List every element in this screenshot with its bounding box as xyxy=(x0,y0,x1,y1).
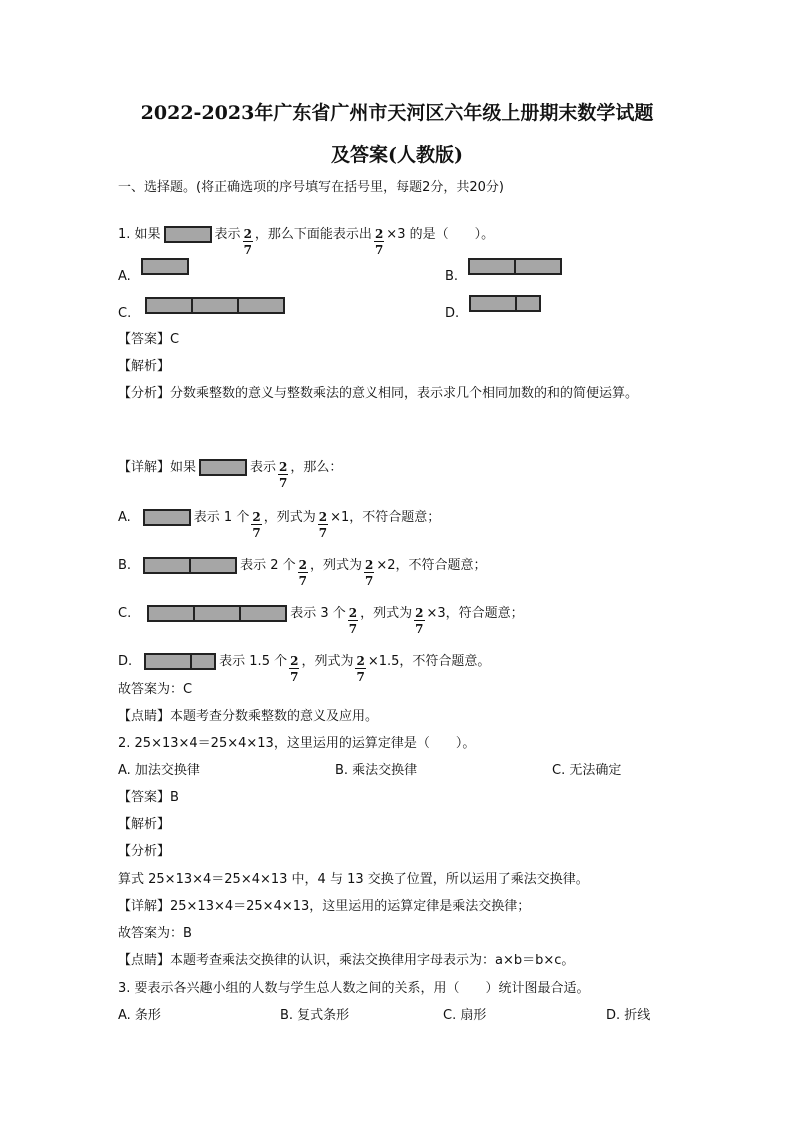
bar-figure-a xyxy=(143,509,191,526)
title-line-2: 及答案(人教版) xyxy=(331,144,463,166)
q2-analysis-head: 【解析】 xyxy=(118,817,171,832)
bar-figure-d xyxy=(469,295,541,312)
q1-detail-intro: 【详解】如果 表示 $\frac{2}{7}$ ，那么： xyxy=(118,460,343,490)
q2-conclusion: 故答案为：B xyxy=(118,926,192,941)
q1-detail-c: C. 表示 3 个 $\frac{2}{7}$ ，列式为 $\frac{2}{7}$ ×3，符合题意； xyxy=(118,606,524,636)
q2-detail: 【详解】25×13×4＝25×4×13，这里运用的运算定律是乘法交换律； xyxy=(118,899,531,914)
q3-option-c: C. 扇形 xyxy=(443,1008,487,1023)
q1-option-b: B. xyxy=(445,268,565,286)
q1-answer: 【答案】C xyxy=(118,332,180,347)
q1-detail-d: D. 表示 1.5 个 $\frac{2}{7}$ ，列式为 $\frac{2}{7}$ ×1.5，不符合题意。 xyxy=(118,654,491,684)
fraction: $\frac{2}{7}$ xyxy=(243,227,252,257)
q2-analysis: 算式 25×13×4＝25×4×13 中，4 与 13 交换了位置，所以运用了乘法交换律。 xyxy=(118,872,589,887)
q1-suffix: ×3 的是（ ）。 xyxy=(386,227,495,242)
fraction: $\frac{2}{7}$ xyxy=(356,654,365,684)
fraction: $\frac{2}{7}$ xyxy=(252,510,261,540)
fraction: $\frac{2}{7}$ xyxy=(348,606,358,636)
q3-option-a: A. 条形 xyxy=(118,1008,161,1023)
q2-answer: 【答案】B xyxy=(118,790,179,805)
q2-option-c: C. 无法确定 xyxy=(552,763,622,778)
q1-option-c: C. xyxy=(118,305,288,323)
bar-figure-d xyxy=(144,653,216,670)
q3-option-b: B. 复式条形 xyxy=(280,1008,350,1023)
q2-option-a: A. 加法交换律 xyxy=(118,763,200,778)
section-heading: 一、选择题。(将正确选项的序号填写在括号里，每题2分，共20分) xyxy=(118,180,504,195)
q1-option-d: D. xyxy=(445,305,544,323)
q1-mid2: ，那么下面能表示出 xyxy=(254,227,372,242)
q1-analysis: 【分析】分数乘整数的意义与整数乘法的意义相同，表示求几个相同加数的和的简便运算。 xyxy=(118,386,639,401)
q3-question: 3. 要表示各兴趣小组的人数与学生总人数之间的关系，用（ ）统计图最合适。 xyxy=(118,981,590,996)
q2-option-b: B. 乘法交换律 xyxy=(335,763,418,778)
bar-figure-c xyxy=(145,297,285,314)
fraction: $\frac{2}{7}$ xyxy=(318,510,328,540)
q1-detail-b: B. 表示 2 个 $\frac{2}{7}$ ，列式为 $\frac{2}{7}$ ×2，不符合题意； xyxy=(118,558,487,588)
q1-prefix: 1. 如果 xyxy=(118,227,161,242)
q1-detail-a: A. 表示 1 个 $\frac{2}{7}$ ，列式为 $\frac{2}{7}$ ×1，不符合题意； xyxy=(118,510,441,540)
title-line-1: 2022-2023年广东省广州市天河区六年级上册期末数学试题 xyxy=(140,102,654,124)
fraction: $\frac{2}{7}$ xyxy=(290,654,299,684)
fraction: $\frac{2}{7}$ xyxy=(279,460,288,490)
fraction: $\frac{2}{7}$ xyxy=(298,558,307,588)
fraction: $\frac{2}{7}$ xyxy=(374,227,384,257)
q2-comment: 【点睛】本题考查乘法交换律的认识，乘法交换律用字母表示为：a×b＝b×c。 xyxy=(118,953,575,968)
q1-option-a: A. xyxy=(118,268,192,286)
fraction: $\frac{2}{7}$ xyxy=(415,606,424,636)
bar-figure-b xyxy=(468,258,562,275)
bar-figure-a xyxy=(141,258,189,275)
q1-conclusion: 故答案为：C xyxy=(118,682,193,697)
q3-option-d: D. 折线 xyxy=(606,1008,651,1023)
unit-bar-figure xyxy=(164,226,212,243)
bar-figure-c xyxy=(147,605,287,622)
q2-analysis-label: 【分析】 xyxy=(118,844,171,859)
q2-question: 2. 25×13×4＝25×4×13，这里运用的运算定律是（ ）。 xyxy=(118,736,476,751)
q1-question xyxy=(118,226,494,257)
fraction: $\frac{2}{7}$ xyxy=(364,558,374,588)
bar-figure-b xyxy=(143,557,237,574)
q1-analysis-head: 【解析】 xyxy=(118,359,171,374)
q1-mid: 表示 xyxy=(214,227,241,242)
unit-bar-figure xyxy=(199,459,247,476)
q1-comment: 【点睛】本题考查分数乘整数的意义及应用。 xyxy=(118,709,379,724)
